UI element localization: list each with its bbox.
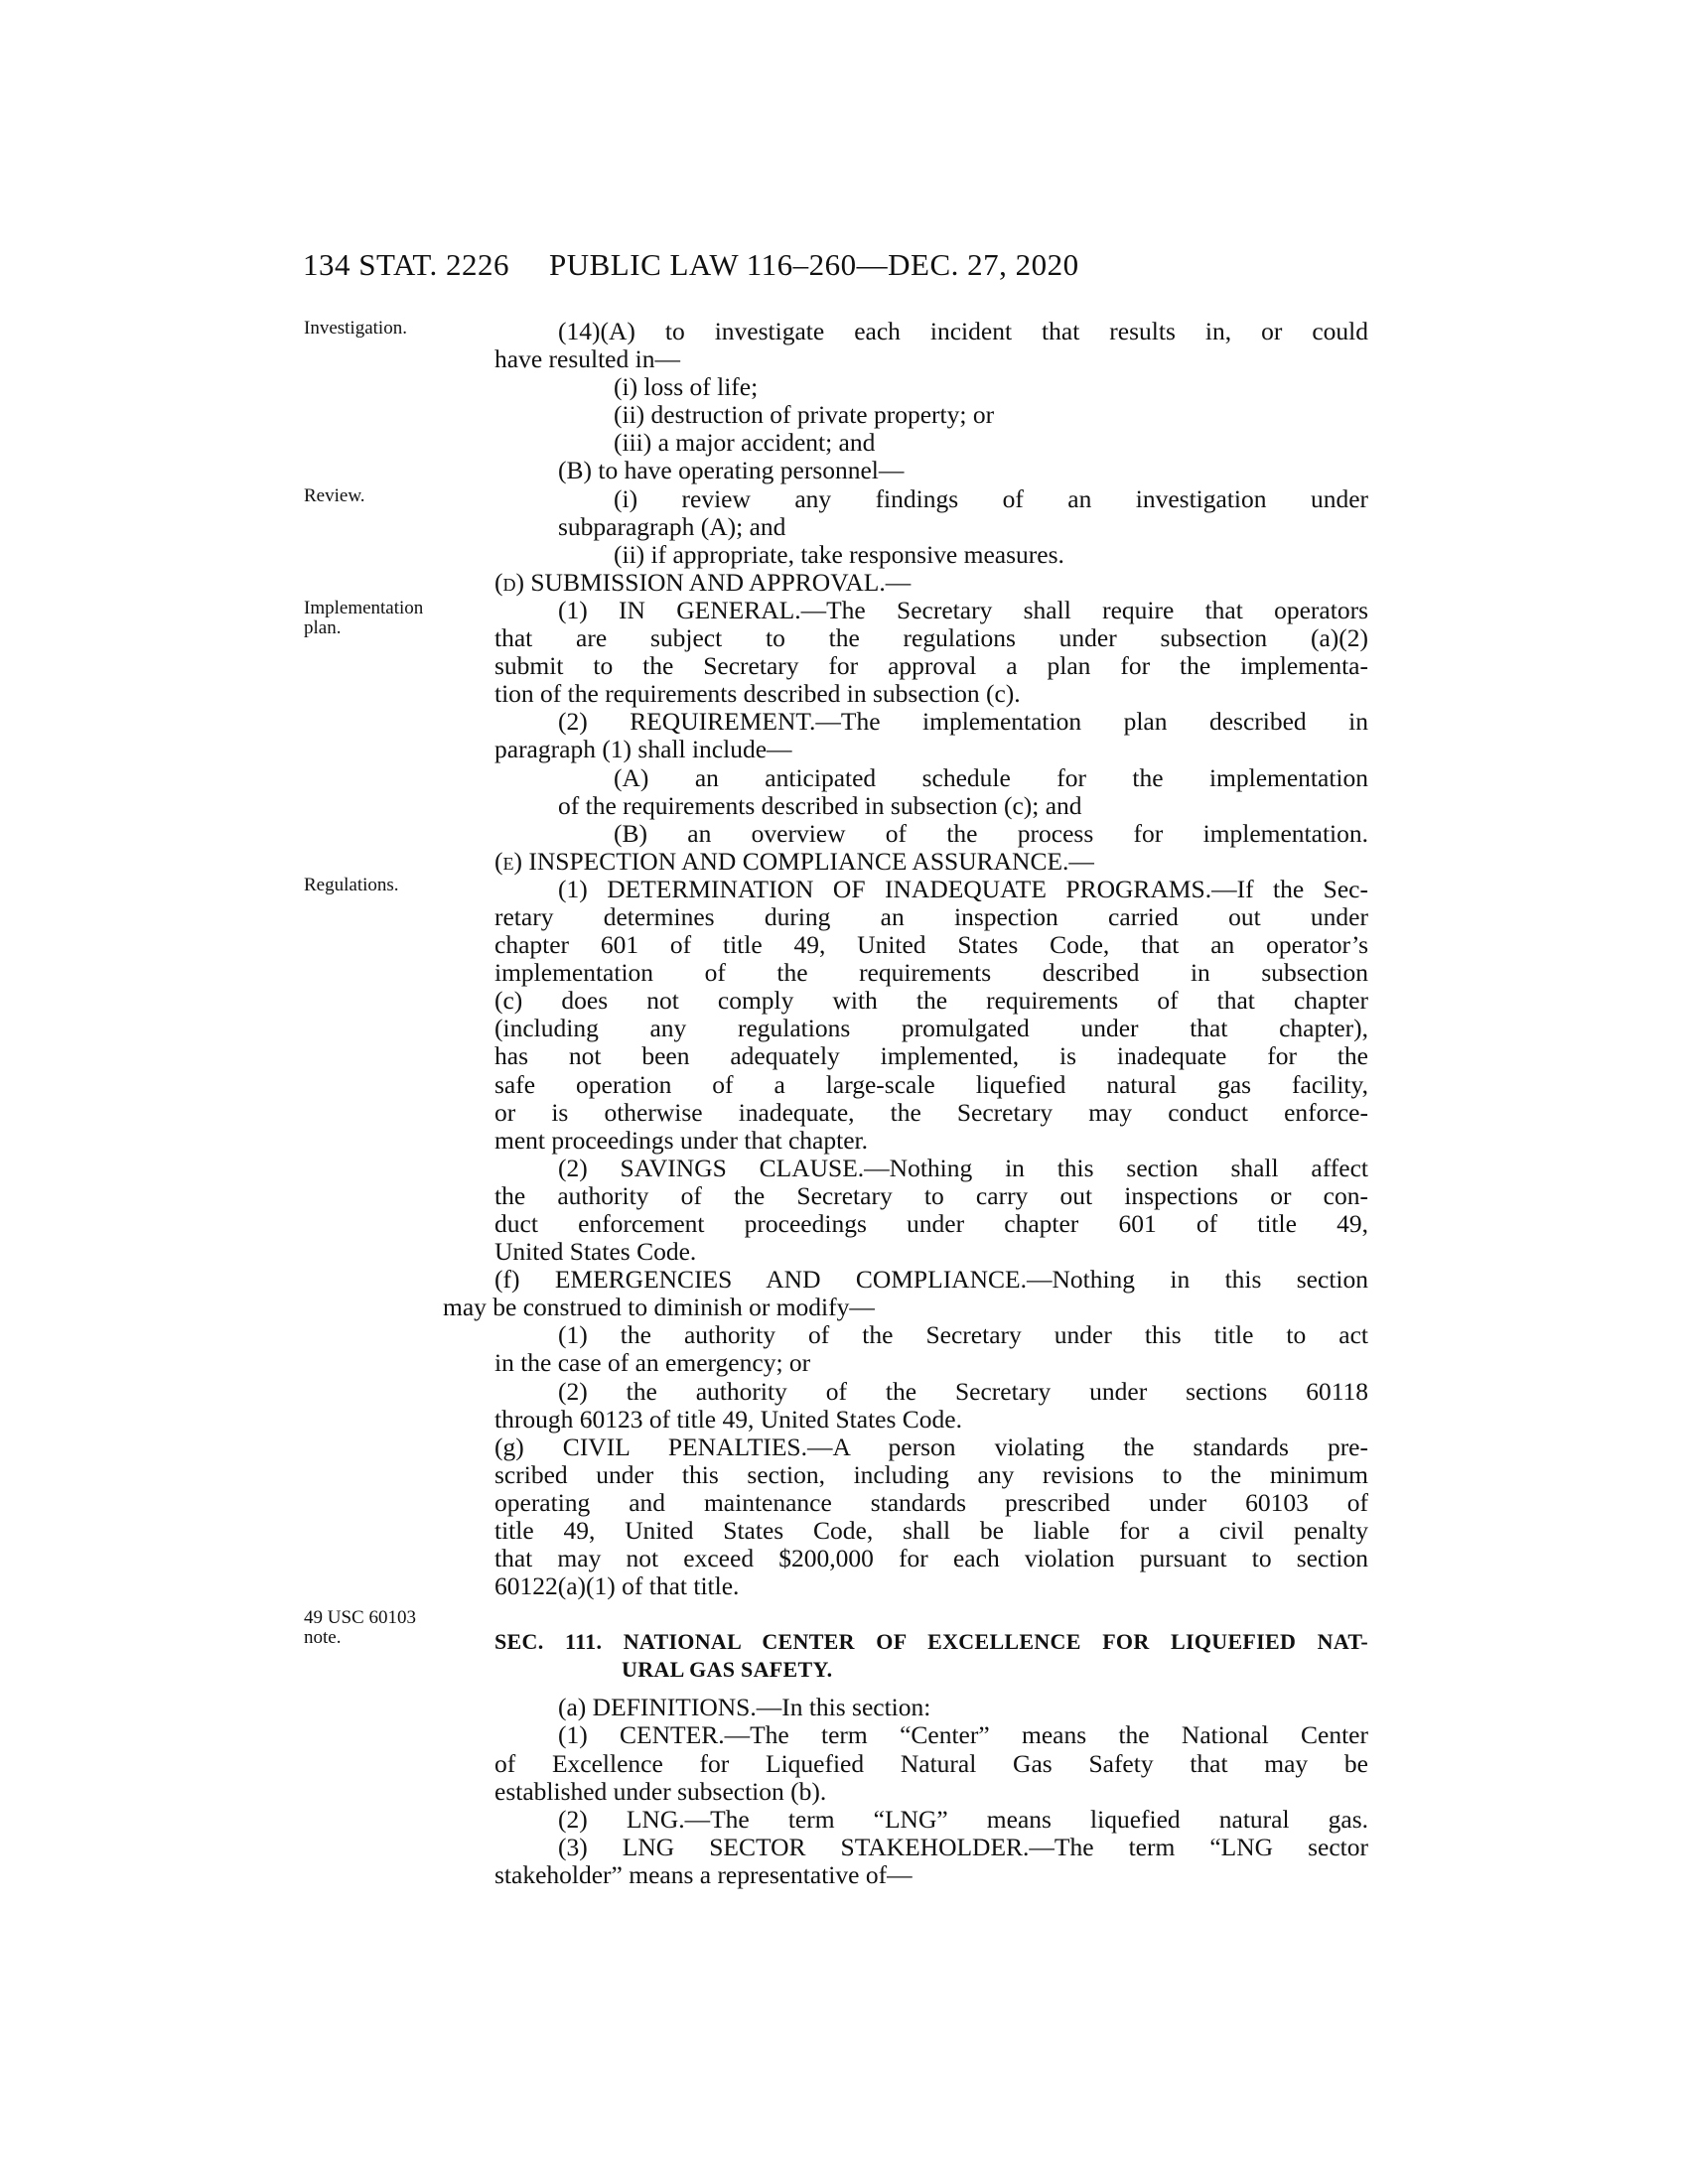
text-line: scribed under this section, including any revisions to the minimum — [494, 1460, 1368, 1489]
text-line: that may not exceed $200,000 for each violation pursuant to section — [494, 1545, 1368, 1573]
text-line: (e) INSPECTION AND COMPLIANCE ASSURANCE.— — [494, 846, 1094, 876]
text-line: the authority of the Secretary to carry out inspections or con- — [494, 1181, 1368, 1210]
text-line: may be construed to diminish or modify— — [443, 1293, 875, 1322]
text-line: submit to the Secretary for approval a plan for the implementa- — [494, 652, 1368, 681]
text-line: that are subject to the regulations under subsection (a)(2) — [494, 624, 1368, 653]
text-line: retary determines during an inspection carried out under — [494, 902, 1368, 931]
section-heading-line: URAL GAS SAFETY. — [622, 1657, 833, 1683]
text-line: (B) an overview of the process for implementation. — [614, 819, 1368, 848]
text-line: title 49, United States Code, shall be liable for a civil penalty — [494, 1517, 1368, 1546]
running-head: PUBLIC LAW 116–260—DEC. 27, 2020 — [549, 247, 1079, 282]
text-line: (2) SAVINGS CLAUSE.—Nothing in this section shall affect — [558, 1154, 1368, 1182]
text-line: 60122(a)(1) of that title. — [494, 1571, 740, 1601]
text-line: (A) an anticipated schedule for the implementation — [614, 763, 1368, 792]
text-line: of Excellence for Liquefied Natural Gas Safety that may be — [494, 1749, 1368, 1778]
text-line: (1) the authority of the Secretary under this title to act — [558, 1321, 1368, 1350]
text-line: (2) the authority of the Secretary under sections 60118 — [558, 1377, 1368, 1406]
text-line: (iii) a major accident; and — [614, 428, 876, 458]
text-line: or is otherwise inadequate, the Secretary may conduct enforce- — [494, 1098, 1368, 1127]
text-line: subparagraph (A); and — [558, 511, 786, 541]
text-line: operating and maintenance standards prescribed under 60103 of — [494, 1488, 1368, 1517]
text-line: in the case of an emergency; or — [494, 1348, 811, 1378]
text-line: (including any regulations promulgated under that chapter), — [494, 1015, 1368, 1043]
spacer — [494, 1600, 1368, 1628]
margin-note-regulations: Regulations. — [304, 875, 399, 895]
text-line: (ii) if appropriate, take responsive measures. — [614, 539, 1064, 569]
text-line: United States Code. — [494, 1237, 697, 1267]
text-line: (i) loss of life; — [614, 372, 759, 402]
statute-page-number: 134 STAT. 2226 — [303, 247, 510, 282]
text-line: safe operation of a large-scale liquefied natural gas facility, — [494, 1070, 1368, 1099]
text-line: established under subsection (b). — [494, 1776, 827, 1806]
text-line: (1) DETERMINATION OF INADEQUATE PROGRAMS.—If the Sec- — [558, 875, 1368, 903]
text-line: (f) EMERGENCIES AND COMPLIANCE.—Nothing in this section — [494, 1266, 1368, 1295]
text-line: (14)(A) to investigate each incident that results in, or could — [558, 318, 1368, 345]
margin-note-review: Review. — [304, 485, 365, 506]
text-line: has not been adequately implemented, is inadequate for the — [494, 1042, 1368, 1071]
section-heading — [494, 1628, 1368, 1684]
margin-note-investigation: Investigation. — [304, 318, 407, 339]
text-line: (g) CIVIL PENALTIES.—A person violating the standards pre- — [494, 1433, 1368, 1461]
statute-text — [443, 318, 1368, 1889]
text-line: (c) does not comply with the requirements of that chapter — [494, 987, 1368, 1016]
text-line: (1) CENTER.—The term “Center” means the National Center — [558, 1721, 1368, 1750]
text-line: (1) IN GENERAL.—The Secretary shall require that operators — [558, 596, 1368, 624]
section-heading-line: SEC. 111. NATIONAL CENTER OF EXCELLENCE FOR LIQUEFIED NAT- — [494, 1629, 1368, 1655]
text-line: chapter 601 of title 49, United States Code, that an operator’s — [494, 931, 1368, 960]
text-line: (3) LNG SECTOR STAKEHOLDER.—The term “LNG sector — [558, 1833, 1368, 1861]
text-line: tion of the requirements described in subsection (c). — [494, 679, 1021, 709]
text-line: (ii) destruction of private property; or — [614, 400, 995, 430]
text-line: (B) to have operating personnel— — [558, 456, 905, 485]
margin-note-usc-citation: 49 USC 60103 note. — [304, 1607, 416, 1648]
text-line: stakeholder” means a representative of— — [494, 1859, 913, 1889]
text-line: (2) REQUIREMENT.—The implementation plan described in — [558, 708, 1368, 737]
text-line: through 60123 of title 49, United States Code. — [494, 1404, 962, 1433]
margin-note-implementation-plan: Implementation plan. — [304, 598, 424, 638]
text-line: (a) DEFINITIONS.—In this section: — [558, 1693, 931, 1722]
text-line: (i) review any findings of an investigation under — [614, 484, 1368, 513]
text-line: have resulted in— — [494, 344, 680, 374]
text-line: implementation of the requirements described in subsection — [494, 959, 1368, 988]
text-line: (d) SUBMISSION AND APPROVAL.— — [494, 567, 912, 597]
text-line: paragraph (1) shall include— — [494, 735, 792, 764]
text-line: ment proceedings under that chapter. — [494, 1125, 868, 1155]
text-line: of the requirements described in subsection (c); and — [558, 790, 1082, 820]
text-line: duct enforcement proceedings under chapter 601 of title 49, — [494, 1210, 1368, 1238]
text-line: (2) LNG.—The term “LNG” means liquefied natural gas. — [558, 1805, 1368, 1834]
